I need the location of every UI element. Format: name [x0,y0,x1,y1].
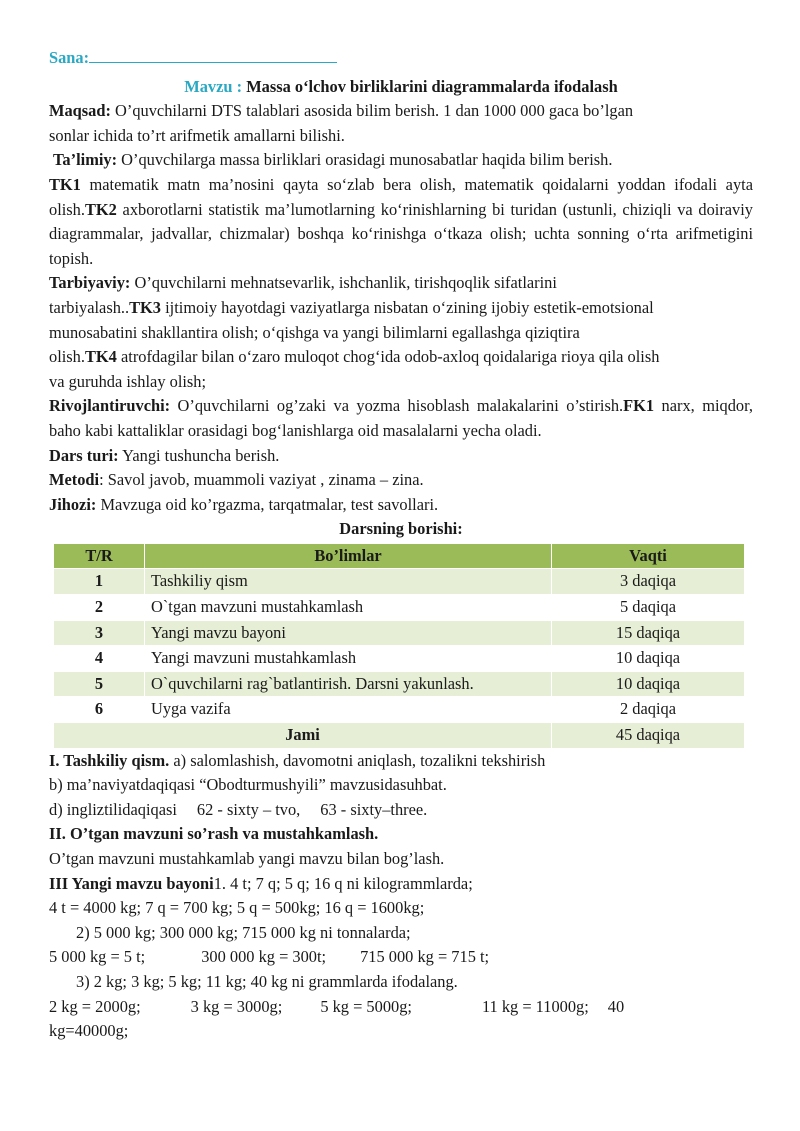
section-3-answer-3-b: 3 kg = 3000g; [190,996,283,1016]
tarbiyaviy-text-1: O’quvchilarni mehnatsevarlik, ishchanlik, tirishqoqlik sifatlarini [134,273,557,293]
maqsad-text-2: sonlar ichida to’rt arifmetik amallarni bilishi. [49,125,345,145]
tk3-text-2: munosabatini shakllantira olish; o‘qishga va yangi bilimlarni egallashga qiziqtira [49,322,580,342]
section-3-task-2-line [49,921,753,946]
row-time: 10 daqiqa [552,671,745,697]
total-time: 45 daqiqa [552,723,745,749]
section-2-text-line [49,847,753,872]
section-3-answer-1-line [49,896,753,921]
row-time: 15 daqiqa [552,620,745,646]
section-3-answer-2-a: 5 000 kg = 5 t; [49,947,146,967]
row-time: 10 daqiqa [552,646,745,672]
tk3-text-3: olish. [49,347,85,367]
maqsad-text-1: O’quvchilarni DTS talablari asosida bilim berish. 1 dan 1000 000 gaca bo’lgan [115,101,634,121]
talimiy-text: O’quvchilarga massa birliklari orasidagi munosabatlar haqida bilim berish. [121,150,613,170]
document-page [49,46,753,1044]
dars-turi-label: Dars turi: [49,445,119,465]
row-number: 1 [54,569,145,595]
section-3-label: III Yangi mavzu bayoni [49,873,214,893]
tarbiyaviy-line-1 [49,271,753,296]
tk3-line-3 [49,345,753,370]
table-row [54,671,745,697]
jihozi-label: Jihozi: [49,494,97,514]
header-sections: Bo’limlar [145,543,552,569]
section-1-d-3: 63 - sixty–three. [320,799,428,819]
tk1-label: TK1 [49,174,81,194]
talimiy-label: Ta’limiy: [53,150,118,170]
section-1-b-line [49,773,753,798]
tk2-text: axborotlarni statistik ma’lumotlarning ko‘rinishlarning bi turidan (ustunli, chiziqli va doiraviy diagrammalar, jadvallar, chizmalar) boshqa ko‘rinishga o‘tkaza olish; uchta sonning o‘rta arifmetigini topish. [49,199,753,268]
row-time: 2 daqiqa [552,697,745,723]
lesson-plan-table [53,543,745,749]
section-3-answer-3-a: 2 kg = 2000g; [49,996,141,1016]
section-3-answer-3-e: 40 [607,996,625,1016]
row-time: 3 daqiqa [552,569,745,595]
metodi-text: : Savol javob, muammoli vaziyat , zinama – zina. [99,470,424,490]
section-3-answer-2-c: 715 000 kg = 715 t; [360,947,490,967]
tk4-label: TK4 [84,347,117,367]
row-section: O`tgan mavzuni mustahkamlash [145,595,552,621]
topic-label: Mavzu : [184,76,243,96]
table-row [54,620,745,646]
section-3-task-1: 1. 4 t; 7 q; 5 q; 16 q ni kilogrammlarda; [213,873,473,893]
section-3-answer-3-c: 5 kg = 5000g; [320,996,412,1016]
date-blank [89,46,337,63]
section-1-label: I. Tashkiliy qism. [49,750,170,770]
section-3-line [49,872,753,897]
tk3-text-1: ijtimoiy hayotdagi vaziyatlarga nisbatan o‘zining ijobiy estetik-emotsional [165,297,654,317]
row-section: Tashkiliy qism [145,569,552,595]
tk4-text-1: atrofdagilar bilan o‘zaro muloqot chog‘ida odob-axloq qoidalariga rioya qila olish [120,347,660,367]
row-number: 2 [54,595,145,621]
section-3-answer-2-line [49,945,753,970]
maqsad-label: Maqsad: [49,101,111,121]
section-1-line [49,749,753,774]
tk4-line-2 [49,370,753,395]
row-number: 4 [54,646,145,672]
tarbiyaviy-label: Tarbiyaviy: [49,273,131,293]
section-2-label: II. O’tgan mavzuni so’rash va mustahkamlash. [49,824,379,844]
jihozi-line [49,493,753,518]
tk-paragraph [49,173,753,271]
dars-turi-line [49,444,753,469]
rivoj-text: O’quvchilarni og’zaki va yozma hisoblash malakalarini o’stirish. [177,396,624,416]
section-3-answer-3-line [49,995,753,1020]
header-time: Vaqti [552,543,745,569]
section-3-answer-1: 4 t = 4000 kg; 7 q = 700 kg; 5 q = 500kg; 16 q = 1600kg; [49,898,425,918]
date-label: Sana: [49,48,90,67]
section-3-answer-3-cont-line [49,1019,753,1044]
table-header-row [54,543,745,569]
section-2-text: O’tgan mavzuni mustahkamlab yangi mavzu bilan bog’lash. [49,849,445,868]
section-3-task-3: 3) 2 kg; 3 kg; 5 kg; 11 kg; 40 kg ni grammlarda ifodalang. [76,971,458,991]
table-row [54,595,745,621]
plan-title: Darsning borishi: [339,519,463,539]
row-section: Uyga vazifa [145,697,552,723]
section-1-d-2: 62 - sixty – tvo, [196,799,301,819]
maqsad-line-1 [49,99,753,124]
topic-title: Massa o‘lchov birliklarini diagrammalarda ifodalash [246,76,618,96]
fk1-text: narx, miqdor, baho kabi kattaliklar orasidagi bog‘lanishlarga oid masalalarni yecha oladi. [49,396,753,440]
date-line [49,46,753,71]
tk3-label: TK3 [129,297,161,317]
tk4-text-2: va guruhda ishlay olish; [49,371,207,391]
table-row [54,569,745,595]
section-3-answer-3-f: kg=40000g; [49,1021,129,1041]
row-number: 5 [54,671,145,697]
section-3-answer-2-b: 300 000 kg = 300t; [201,947,327,967]
tk1-text: matematik matn ma’nosini qayta so‘zlab bera olish, matematik qoidalarni yoddan ifodali ayta olish. [49,174,753,219]
section-3-task-2: 2) 5 000 kg; 300 000 kg; 715 000 kg ni tonnalarda; [76,922,411,942]
row-time: 5 daqiqa [552,595,745,621]
table-total-row [54,723,745,749]
row-number: 3 [54,620,145,646]
tk2-label: TK2 [84,199,117,219]
rivoj-label: Rivojlantiruvchi: [49,396,171,416]
fk1-label: FK1 [623,396,655,416]
tk3-line-2 [49,321,753,346]
row-number: 6 [54,697,145,723]
dars-turi-text: Yangi tushuncha berish. [122,445,280,465]
section-3-task-3-line [49,970,753,995]
section-2-label-line [49,822,753,847]
tarbiyaviy-line-2 [49,296,753,321]
talimiy-line [49,148,753,173]
row-section: Yangi mavzu bayoni [145,620,552,646]
table-row [54,697,745,723]
topic-line [49,75,753,100]
row-section: Yangi mavzuni mustahkamlash [145,646,552,672]
jihozi-text: Mavzuga oid ko’rgazma, tarqatmalar, test savollari. [100,494,439,514]
section-1-d-1: d) ingliztilidaqiqasi [49,799,177,819]
metodi-line [49,468,753,493]
maqsad-line-2 [49,124,753,149]
header-number: T/R [54,543,145,569]
section-1-d-line [49,798,753,823]
table-row [54,646,745,672]
tarbiyaviy-text-2: tarbiyalash.. [49,297,130,317]
section-1-b: b) ma’naviyatdaqiqasi “Obodturmushyili” mavzusidasuhbat. [49,775,447,795]
metodi-label: Metodi [49,470,100,490]
section-1-text: a) salomlashish, davomotni aniqlash, tozalikni tekshirish [169,750,546,770]
section-3-answer-3-d: 11 kg = 11000g; [481,996,589,1016]
total-label: Jami [54,723,552,749]
row-section: O`quvchilarni rag`batlantirish. Darsni yakunlash. [145,671,552,697]
rivoj-paragraph [49,394,753,443]
